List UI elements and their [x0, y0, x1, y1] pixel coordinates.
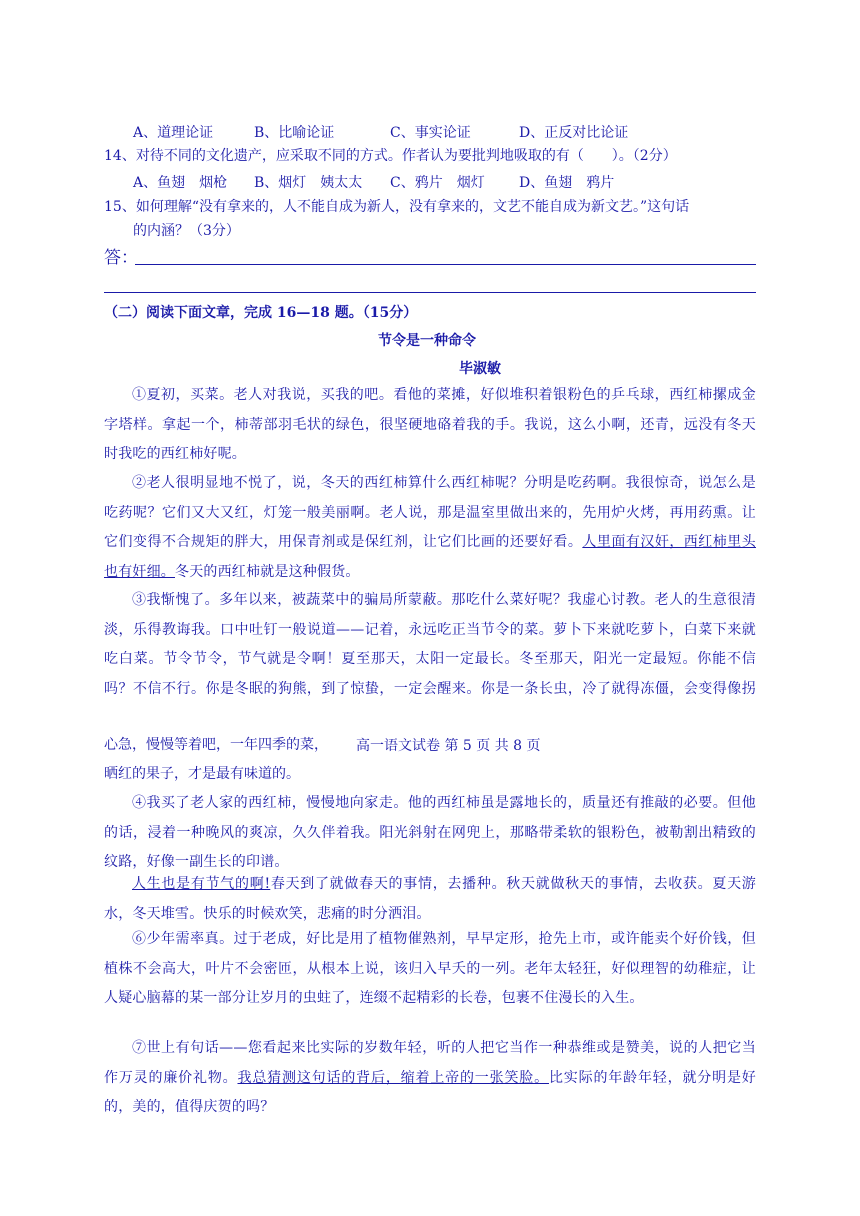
q15-stem-line1: 15、如何理解“没有拿来的，人不能自成为新人，没有拿来的，文艺不能自成为新文艺。”这句话: [104, 199, 690, 215]
q15-stem-line2: 的内涵？（3分）: [133, 223, 240, 239]
paragraph-2-text-a: ②老人很明显地不悦了，说，冬天的西红柿算什么西红柿呢？分明是吃药啊。我很惊奇，说怎么是吃药呢？它们又大又红，灯笼一般美丽啊。老人说，那是温室里做出来的，先用炉火烤，再用药熏。让它们变得不合规矩的胖大，用保青剂或是保红剂，让它们比画的还要好看。: [104, 475, 756, 550]
q14-option-d: D、鱼翅 鸦片: [519, 175, 615, 191]
paragraph-5-text: 春天到了就做春天的事情，去播种。秋天就做秋天的事情，去收获。夏天游水，冬天堆雪。快乐的时候欢笑，悲痛的时分洒泪。: [104, 876, 756, 922]
answer-line-1[interactable]: [135, 264, 756, 265]
q13-option-c: C、事实论证: [390, 125, 471, 141]
paragraph-3-tail-line2: 晒红的果子，才是最有味道的。: [104, 766, 300, 782]
paragraph-6: ⑥少年需率真。过于老成，好比是用了植物催熟剂，早早定形，抢先上市，或许能卖个好价钱，但植株不会高大，叶片不会密匝，从根本上说，该归入早夭的一列。老年太轻狂，好似理智的幼稚症，让人疑心脑幕的某一部分让岁月的虫蛀了，连缀不起精彩的长卷，包裹不住漫长的入生。: [104, 931, 756, 1006]
paragraph-1: ①夏初，买菜。老人对我说，买我的吧。看他的菜摊，好似堆积着银粉色的乒乓球，西红柿摞成金字塔样。拿起一个，柿蒂部羽毛状的绿色，很坚硬地硌着我的手。我说，这么小啊，还青，远没有冬天时我吃的西红柿好呢。: [104, 387, 756, 462]
answer-line-2[interactable]: [104, 292, 756, 293]
paragraph-7-text-a: ⑦世上有句话——您看起来比实际的岁数年轻，听的人把它当作一种恭维或是赞美，说的人把它当作万灵的廉价礼物。: [104, 1040, 756, 1086]
q15-answer-label: 答：: [104, 248, 138, 268]
q13-option-d: D、正反对比论证: [519, 125, 629, 141]
paragraph-2-underlined: 人里面有汉奸，西红柿里头也有奸细。: [104, 534, 756, 580]
paragraph-5-underlined: 人生也是有节气的啊!: [132, 876, 271, 892]
q13-option-a: A、道理论证: [133, 125, 214, 141]
q14-option-c: C、鸦片 烟灯: [390, 175, 485, 191]
paragraph-4: ④我买了老人家的西红柿，慢慢地向家走。他的西红柿虽是露地长的，质量还有推敲的必要。但他的话，浸着一种晚风的爽凉，久久伴着我。阳光斜射在网兜上，那略带柔软的银粉色，被勒割出精致的纹路，好像一副生长的印谱。: [104, 795, 756, 870]
paragraph-3-tail-left: 心急，慢慢等着吧，一年四季的菜，: [104, 737, 328, 753]
q14-option-a: A、鱼翅 烟枪: [133, 175, 228, 191]
article-title: 节令是一种命令: [378, 333, 476, 349]
paragraph-2: [104, 469, 756, 587]
article-author: 毕淑敏: [459, 361, 501, 377]
paragraph-7-text-b: 比实际的年龄年轻，就分明是好的，美的，值得庆贺的吗？: [104, 1069, 756, 1115]
q13-option-b: B、比喻论证: [254, 125, 335, 141]
paragraph-3: ③我惭愧了。多年以来，被蔬菜中的骗局所蒙蔽。那吃什么菜好呢？我虚心讨教。老人的生意很清淡，乐得教诲我。口中吐钉一般说道——记着，永远吃正当节令的菜。萝卜下来就吃萝卜，白菜下来就吃白菜。节令节令，节气就是令啊！夏至那天，太阳一定最长。冬至那天，阳光一定最短。你能不信吗？不信不行。你是冬眠的狗熊，到了惊蛰，一定会醒来。你是一条长虫，冷了就得冻僵，会变得像拐: [104, 592, 756, 697]
paragraph-2-text-b: 冬天的西红柿就是这种假货。: [175, 563, 360, 580]
page-footer: 高一语文试卷 第 5 页 共 8 页: [356, 738, 541, 754]
q14-option-b: B、烟灯 姨太太: [254, 175, 363, 191]
paragraph-7-underlined: 我总猜测这句话的背后，缩着上帝的一张笑脸。: [237, 1069, 549, 1086]
q14-stem: 14、对待不同的文化遗产，应采取不同的方式。作者认为要批判地吸取的有（ ）。（2分）: [104, 148, 677, 164]
paragraph-5: [104, 870, 756, 929]
section-heading: （二）阅读下面文章，完成 16—18 题。（15分）: [104, 305, 418, 321]
paragraph-7: [104, 1034, 756, 1123]
